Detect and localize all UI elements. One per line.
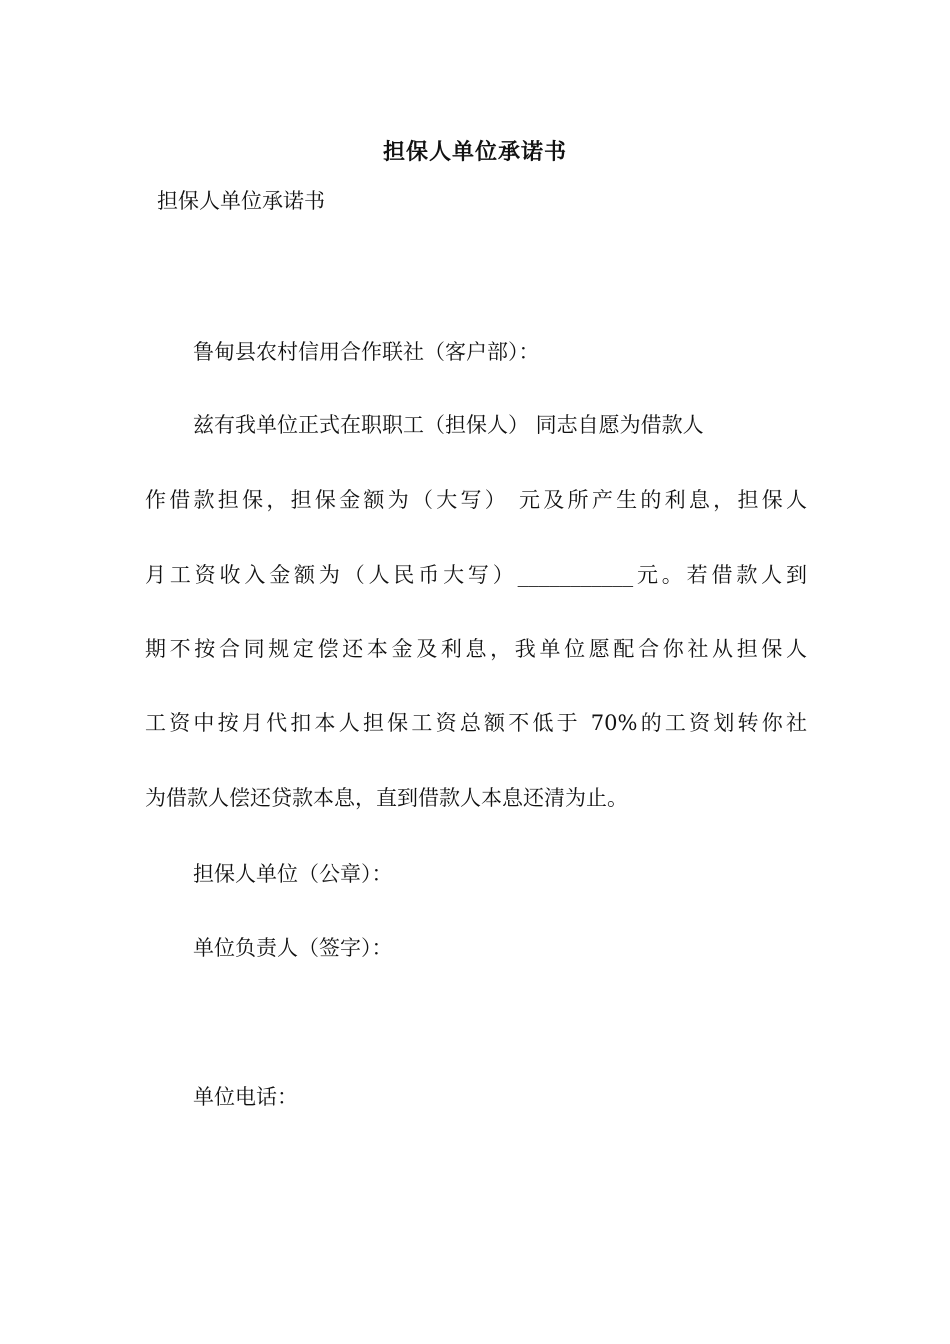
body-line-6: 为借款人偿还贷款本息，直到借款人本息还清为止。	[145, 786, 628, 810]
body-line-5: 工资中按月代扣本人担保工资总额不低于 70%的工资划转你社	[145, 711, 807, 735]
body-line-4: 期不按合同规定偿还本金及利息，我单位愿配合你社从担保人	[145, 637, 807, 661]
body-line-2: 作借款担保，担保金额为（大写） 元及所产生的利息，担保人	[145, 488, 807, 512]
unit-seal-line: 担保人单位（公章）：	[193, 862, 393, 886]
unit-phone-line: 单位电话：	[193, 1085, 298, 1109]
document-subtitle: 担保人单位承诺书	[157, 189, 325, 213]
document-title: 担保人单位承诺书	[382, 139, 567, 165]
body-line-1: 兹有我单位正式在职职工（担保人） 同志自愿为借款人	[193, 413, 704, 437]
addressee-line: 鲁甸县农村信用合作联社（客户部）：	[193, 340, 540, 364]
body-line-3: 月工资收入金额为（人民币大写）___________元。若借款人到	[145, 563, 807, 587]
responsible-person-line: 单位负责人（签字）：	[193, 936, 393, 960]
